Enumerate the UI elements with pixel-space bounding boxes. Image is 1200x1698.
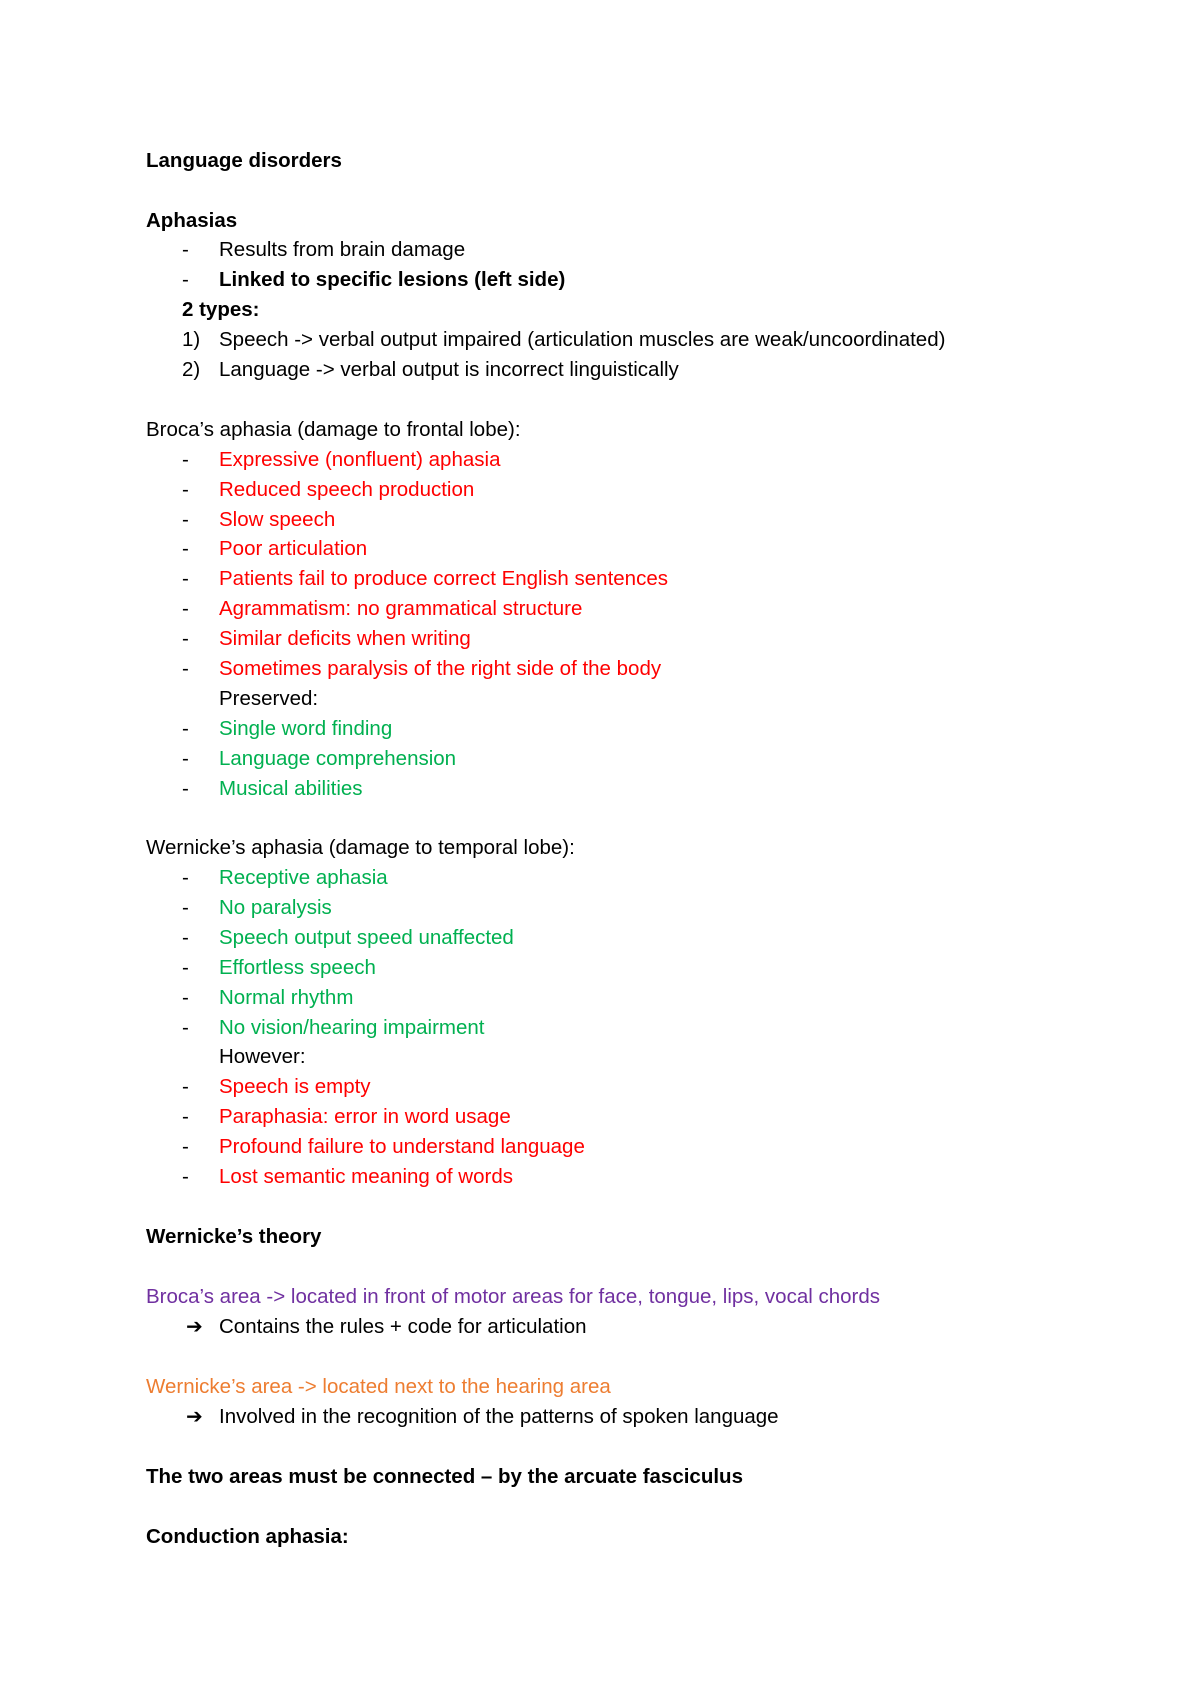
dash-marker: - bbox=[182, 657, 189, 680]
list-item: Expressive (nonfluent) aphasia bbox=[219, 448, 501, 471]
list-item: Single word finding bbox=[219, 717, 393, 740]
number-marker: 1) bbox=[182, 328, 201, 351]
dash-marker: - bbox=[182, 597, 189, 620]
dash-marker: - bbox=[182, 478, 189, 501]
broca-heading: Broca’s aphasia (damage to frontal lobe): bbox=[146, 418, 521, 441]
broca-area-detail: Contains the rules + code for articulation bbox=[219, 1315, 587, 1338]
types-label: 2 types: bbox=[182, 298, 260, 321]
list-item: Speech -> verbal output impaired (articulation muscles are weak/uncoordinated) bbox=[219, 328, 946, 351]
list-item: Speech is empty bbox=[219, 1075, 371, 1098]
list-item: Profound failure to understand language bbox=[219, 1135, 585, 1158]
list-item: Normal rhythm bbox=[219, 986, 354, 1009]
list-item: Results from brain damage bbox=[219, 238, 466, 261]
dash-marker: - bbox=[182, 747, 189, 770]
list-item: No vision/hearing impairment bbox=[219, 1016, 485, 1039]
dash-marker: - bbox=[182, 508, 189, 531]
document-title: Language disorders bbox=[146, 149, 342, 172]
list-item: Poor articulation bbox=[219, 537, 368, 560]
dash-marker: - bbox=[182, 866, 189, 889]
wernicke-area-line: Wernicke’s area -> located next to the hearing area bbox=[146, 1375, 611, 1398]
dash-marker: - bbox=[182, 986, 189, 1009]
however-label: However: bbox=[219, 1045, 306, 1068]
dash-marker: - bbox=[182, 448, 189, 471]
broca-area-line: Broca’s area -> located in front of motor areas for face, tongue, lips, vocal chords bbox=[146, 1285, 881, 1308]
arrow-right-icon: ➔ bbox=[186, 1316, 203, 1338]
connection-statement: The two areas must be connected – by the arcuate fasciculus bbox=[146, 1465, 743, 1488]
dash-marker: - bbox=[182, 238, 189, 261]
dash-marker: - bbox=[182, 926, 189, 949]
list-item: No paralysis bbox=[219, 896, 332, 919]
list-item: Paraphasia: error in word usage bbox=[219, 1105, 511, 1128]
dash-marker: - bbox=[182, 956, 189, 979]
list-item: Musical abilities bbox=[219, 777, 363, 800]
dash-marker: - bbox=[182, 567, 189, 590]
dash-marker: - bbox=[182, 1075, 189, 1098]
conduction-heading: Conduction aphasia: bbox=[146, 1525, 349, 1548]
list-item: Language -> verbal output is incorrect linguistically bbox=[219, 358, 679, 381]
dash-marker: - bbox=[182, 717, 189, 740]
list-item: Agrammatism: no grammatical structure bbox=[219, 597, 583, 620]
dash-marker: - bbox=[182, 1016, 189, 1039]
list-item: Effortless speech bbox=[219, 956, 376, 979]
dash-marker: - bbox=[182, 1135, 189, 1158]
list-item: Slow speech bbox=[219, 508, 336, 531]
theory-heading: Wernicke’s theory bbox=[146, 1225, 322, 1248]
aphasias-heading: Aphasias bbox=[146, 209, 238, 232]
dash-marker: - bbox=[182, 627, 189, 650]
dash-marker: - bbox=[182, 777, 189, 800]
list-item: Speech output speed unaffected bbox=[219, 926, 514, 949]
list-item: Receptive aphasia bbox=[219, 866, 388, 889]
dash-marker: - bbox=[182, 537, 189, 560]
list-item: Similar deficits when writing bbox=[219, 627, 471, 650]
dash-marker: - bbox=[182, 268, 189, 291]
dash-marker: - bbox=[182, 1105, 189, 1128]
wernicke-heading: Wernicke’s aphasia (damage to temporal lobe): bbox=[146, 836, 575, 859]
list-item: Patients fail to produce correct English sentences bbox=[219, 567, 668, 590]
list-item: Sometimes paralysis of the right side of the body bbox=[219, 657, 662, 680]
arrow-right-icon: ➔ bbox=[186, 1406, 203, 1428]
list-item: Language comprehension bbox=[219, 747, 457, 770]
wernicke-area-detail: Involved in the recognition of the patterns of spoken language bbox=[219, 1405, 779, 1428]
dash-marker: - bbox=[182, 1165, 189, 1188]
list-item: Reduced speech production bbox=[219, 478, 475, 501]
dash-marker: - bbox=[182, 896, 189, 919]
list-item: Lost semantic meaning of words bbox=[219, 1165, 513, 1188]
list-item: Linked to specific lesions (left side) bbox=[219, 268, 566, 291]
number-marker: 2) bbox=[182, 358, 201, 381]
preserved-label: Preserved: bbox=[219, 687, 319, 710]
